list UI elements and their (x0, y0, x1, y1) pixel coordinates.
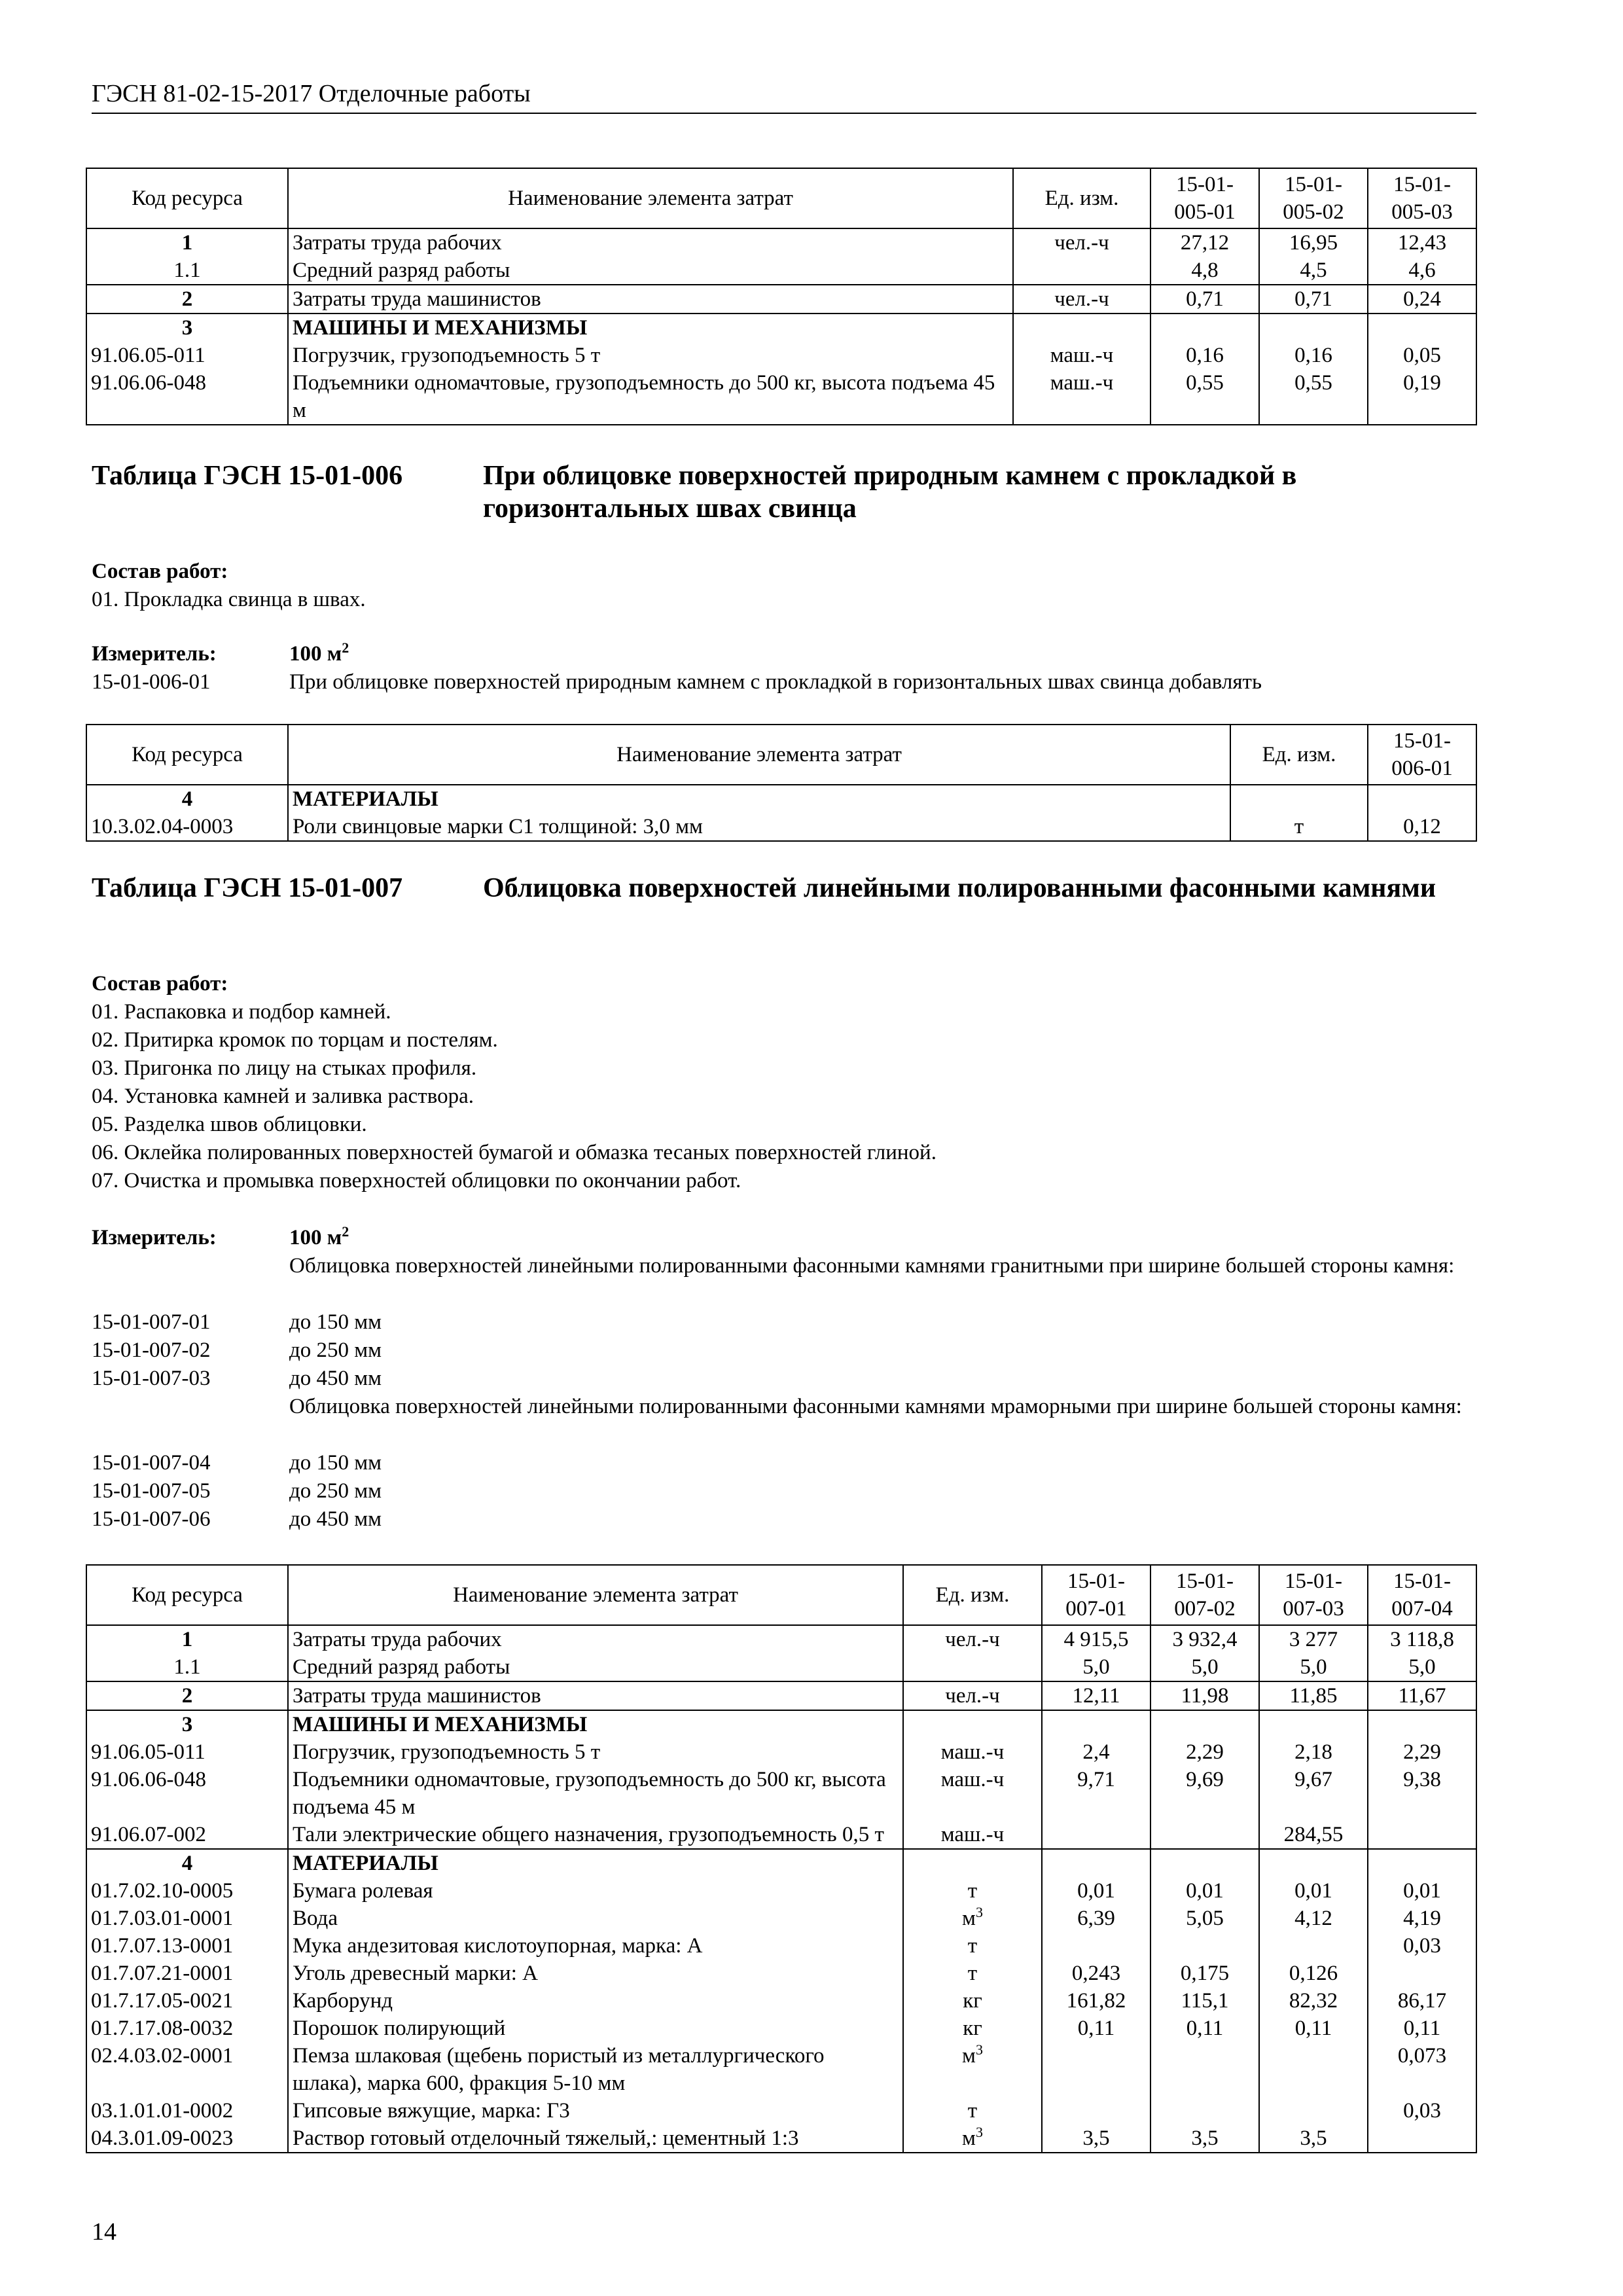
col-header-unit: Ед. изм. (1013, 168, 1150, 228)
col-header-unit: Ед. изм. (1230, 725, 1368, 785)
col-header-norm: 15-01-007-02 (1150, 1565, 1259, 1625)
table-row: 01.7.07.13-0001 Мука андезитовая кислотоупорная, марка: А т 0,03 (86, 1932, 1476, 1960)
col-header-norm: 15-01-005-02 (1259, 168, 1368, 228)
resource-table-15-01-007 (86, 1564, 1477, 2153)
col-header-code: Код ресурса (86, 168, 288, 228)
measure-label: Измеритель: (92, 642, 217, 666)
col-header-name: Наименование элемента затрат (288, 168, 1013, 228)
col-header-norm: 15-01-005-01 (1150, 168, 1259, 228)
composition-item: 01. Прокладка свинца в швах. (92, 588, 366, 611)
norm-text: до 150 мм (289, 1310, 382, 1334)
measure-block-007 (0, 1224, 1623, 1545)
table-row: 91.06.07-002 Тали электрические общего назначения, грузоподъемность 0,5 т маш.-ч 284,55 (86, 1821, 1476, 1849)
table-heading: При облицовке поверхностей природным камнем с прокладкой в горизонтальных швах свинца (483, 461, 1297, 524)
table-row: 91.06.05-011 Погрузчик, грузоподъемность 5 т маш.-ч 0,16 0,16 0,05 (86, 342, 1476, 369)
norm-code: 15-01-007-06 (92, 1507, 211, 1531)
composition-header: Состав работ: (92, 560, 228, 583)
composition-item: 03. Пригонка по лицу на стыках профиля. (92, 1056, 477, 1080)
norm-text: до 250 мм (289, 1479, 382, 1503)
norm-code: 15-01-007-04 (92, 1451, 211, 1475)
table-label: Таблица ГЭСН 15-01-006 (92, 461, 403, 491)
measure-block-006 (0, 640, 1623, 699)
norm-text: до 150 мм (289, 1451, 382, 1475)
table-row: 1.1 Средний разряд работы 4,8 4,5 4,6 (86, 257, 1476, 285)
norm-code: 15-01-007-01 (92, 1310, 211, 1334)
measure-value: 100 $м^2$ (289, 639, 349, 666)
composition-item: 05. Разделка швов облицовки. (92, 1113, 367, 1136)
resource-table-15-01-006 (86, 724, 1477, 842)
col-header-norm: 15-01-006-01 (1368, 725, 1476, 785)
running-header: ГЭСН 81-02-15-2017 Отделочные работы (92, 77, 1476, 114)
table-row: 02.4.03.02-0001 Пемза шлаковая (щебень пористый из металлургического шлака), марка 600, фракция 5-10 мм $м^3$ 0,073 (86, 2042, 1476, 2097)
table-title-15-01-007 (92, 872, 1479, 944)
table-row: 91.06.06-048 Подъемники одномачтовые, грузоподъемность до 500 кг, высота подъема 45 м маш.-ч 9,71 9,69 9,67 9,38 (86, 1766, 1476, 1821)
table-row: 10.3.02.04-0003 Роли свинцовые марки С1 толщиной: 3,0 мм т 0,12 (86, 813, 1476, 841)
norm-code: 15-01-007-02 (92, 1338, 211, 1362)
composition-item: 02. Притирка кромок по торцам и постелям. (92, 1028, 498, 1052)
table-row: 3 МАШИНЫ И МЕХАНИЗМЫ (86, 1710, 1476, 1738)
table-row: 01.7.17.08-0032 Порошок полирующий кг 0,11 0,11 0,11 0,11 (86, 2015, 1476, 2042)
table-row: 4 МАТЕРИАЛЫ (86, 785, 1476, 813)
norm-code: 15-01-007-03 (92, 1367, 211, 1390)
col-header-unit: Ед. изм. (903, 1565, 1042, 1625)
composition-item: 01. Распаковка и подбор камней. (92, 1000, 391, 1024)
table-row: 1 Затраты труда рабочих чел.-ч 27,12 16,95 12,43 (86, 228, 1476, 257)
table-row: 1.1 Средний разряд работы 5,0 5,0 5,0 5,0 (86, 1653, 1476, 1681)
table-label: Таблица ГЭСН 15-01-007 (92, 873, 403, 903)
measure-value: 100 $м^2$ (289, 1223, 349, 1249)
composition-header: Состав работ: (92, 972, 228, 996)
col-header-norm: 15-01-005-03 (1368, 168, 1476, 228)
norm-text: до 250 мм (289, 1338, 382, 1362)
composition-block-007 (92, 970, 1479, 1195)
page-number: 14 (92, 2218, 116, 2246)
table-row: 3 МАШИНЫ И МЕХАНИЗМЫ (86, 314, 1476, 342)
norm-text: до 450 мм (289, 1367, 382, 1390)
col-header-norm: 15-01-007-03 (1259, 1565, 1368, 1625)
norm-group-description: Облицовка поверхностей линейными полированными фасонными камнями мраморными при ширине большей стороны камня: (289, 1395, 1462, 1418)
norm-text: до 450 мм (289, 1507, 382, 1531)
table-row: 01.7.03.01-0001 Вода $м^3$ 6,39 5,05 4,12 4,19 (86, 1905, 1476, 1932)
table-title-15-01-006 (92, 459, 1479, 531)
norm-code: 15-01-006-01 (92, 670, 211, 694)
col-header-code: Код ресурса (86, 1565, 288, 1625)
col-header-norm: 15-01-007-01 (1042, 1565, 1150, 1625)
col-header-name: Наименование элемента затрат (288, 1565, 903, 1625)
composition-block-006 (92, 558, 1479, 614)
composition-item: 07. Очистка и промывка поверхностей облицовки по окончании работ. (92, 1169, 741, 1193)
col-header-name: Наименование элемента затрат (288, 725, 1230, 785)
table-heading: Облицовка поверхностей линейными полированными фасонными камнями (483, 873, 1436, 903)
norm-code: 15-01-007-05 (92, 1479, 211, 1503)
table-row: 91.06.05-011 Погрузчик, грузоподъемность 5 т маш.-ч 2,4 2,29 2,18 2,29 (86, 1738, 1476, 1766)
table-row: 91.06.06-048 Подъемники одномачтовые, грузоподъемность до 500 кг, высота подъема 45 м маш.-ч 0,55 0,55 0,19 (86, 369, 1476, 425)
table-row: 01.7.17.05-0021 Карборунд кг 161,82 115,1 82,32 86,17 (86, 1987, 1476, 2015)
composition-item: 06. Оклейка полированных поверхностей бумагой и обмазка тесаных поверхностей глиной. (92, 1141, 936, 1164)
measure-label: Измеритель: (92, 1226, 217, 1249)
table-row: 1 Затраты труда рабочих чел.-ч 4 915,5 3 932,4 3 277 3 118,8 (86, 1625, 1476, 1653)
resource-table-15-01-005 (86, 168, 1477, 425)
table-row: 2 Затраты труда машинистов чел.-ч 12,11 11,98 11,85 11,67 (86, 1681, 1476, 1710)
composition-item: 04. Установка камней и заливка раствора. (92, 1085, 474, 1108)
table-row: 03.1.01.01-0002 Гипсовые вяжущие, марка: Г3 т 0,03 (86, 2097, 1476, 2125)
norm-group-description: Облицовка поверхностей линейными полированными фасонными камнями гранитными при ширине большей стороны камня: (289, 1254, 1455, 1278)
norm-text: При облицовке поверхностей природным камнем с прокладкой в горизонтальных швах свинца добавлять (289, 670, 1262, 694)
col-header-code: Код ресурса (86, 725, 288, 785)
table-row: 2 Затраты труда машинистов чел.-ч 0,71 0,71 0,24 (86, 285, 1476, 314)
table-row: 01.7.02.10-0005 Бумага ролевая т 0,01 0,01 0,01 0,01 (86, 1877, 1476, 1905)
table-row: 4 МАТЕРИАЛЫ (86, 1849, 1476, 1877)
table-row: 01.7.07.21-0001 Уголь древесный марки: А т 0,243 0,175 0,126 (86, 1960, 1476, 1987)
table-row: 04.3.01.09-0023 Раствор готовый отделочный тяжелый,: цементный 1:3 $м^3$ 3,5 3,5 3,5 (86, 2125, 1476, 2153)
col-header-norm: 15-01-007-04 (1368, 1565, 1476, 1625)
